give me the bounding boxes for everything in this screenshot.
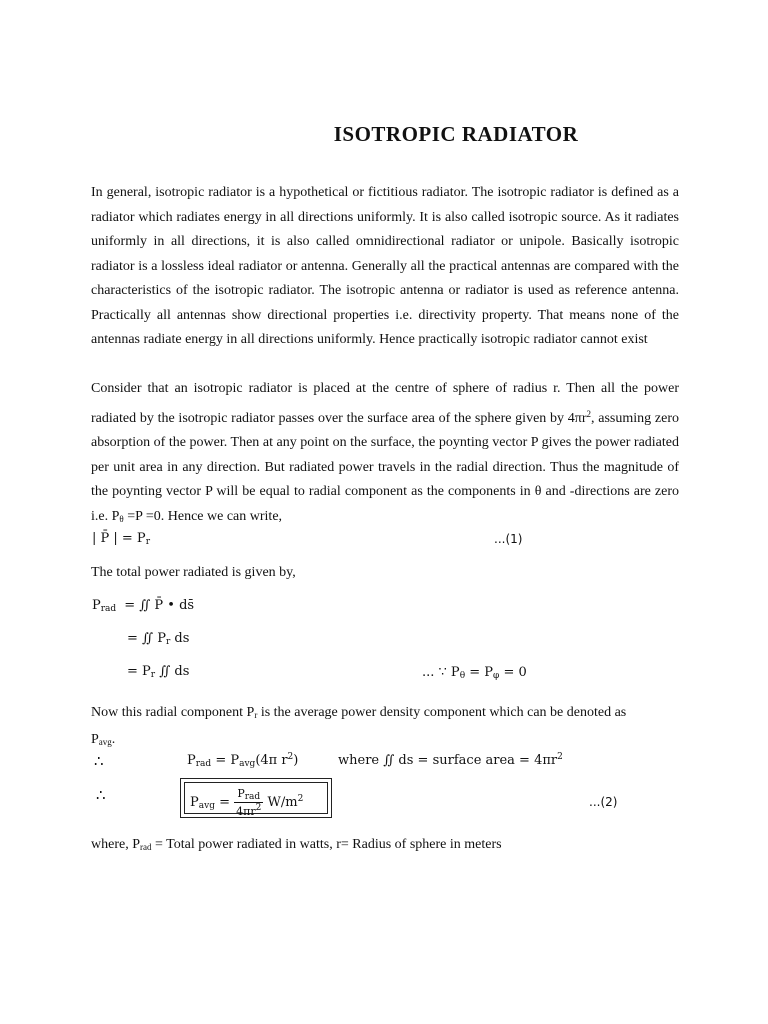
sphere-text-a: Consider that an isotropic radiator is placed at the centre of sphere of radius r. Then all the power radiated by the isotropic radiator passes over the surface area of the sphere given by 4πr [91, 381, 679, 426]
eq2-mid-sub: avg [239, 759, 256, 769]
sphere-paragraph [91, 377, 679, 531]
radial-text-a: Now this radial component P [91, 705, 255, 720]
eq1-sub: r [145, 537, 150, 547]
sphere-text-b: , assuming zero absorption of the power. Then at any point on the surface, the poynting vector P gives the power radiated per unit area in any direction. But radiated power travels in the radial direction. Thus the magnitude of the poynting vector P will be equal to radial component as the components in θ and -directions are zero i.e. P [91, 410, 679, 524]
note-a: ... ∵ P [422, 665, 460, 680]
prad-line2-text: = ∬ P [127, 631, 166, 646]
eq2-tail-sup: 2 [287, 752, 294, 762]
total-power-text: The total power radiated is given by, [91, 565, 296, 580]
radial-text-b: is the average power density component which can be denoted as [257, 705, 627, 720]
note-sub1: θ [459, 671, 466, 681]
eq3-unit-sup: 2 [297, 794, 304, 804]
prad-line-3-note [422, 665, 527, 681]
eq2-where: where ∬ ds = surface area = 4πr [338, 753, 558, 768]
footer-text-b: = Total power radiated in watts, r= Radius of sphere in meters [151, 837, 502, 852]
eq2-tail: (4π r [255, 753, 288, 768]
eq2-where-sup: 2 [557, 752, 563, 762]
equation-where-area [338, 752, 563, 768]
therefore-symbol-1: ∴ [94, 752, 104, 770]
therefore-symbol-2: ∴ [96, 786, 106, 804]
prad-line3-text: = P [127, 664, 151, 679]
sphere-text-c: =P =0. Hence we can write, [123, 508, 283, 524]
footer-definition [91, 837, 502, 853]
radial-sub: r [254, 710, 258, 720]
footer-text-a: where, P [91, 837, 140, 852]
eq3-eq: = [214, 795, 235, 810]
sphere-sup: 2 [586, 408, 592, 419]
eq1-lhs: | P̄ | = P [92, 531, 146, 546]
equation-1-number: ...(1) [494, 532, 523, 546]
intro-paragraph: In general, isotropic radiator is a hypothetical or fictitious radiator. The isotropic radiator is defined as a radiator which radiates energy in all directions uniformly. It is also called isotropic source. As it radiates uniformly in all directions, it is also called omnidirectional radiator or unipole. Basically isotropic radiator is a lossless ideal radiator or antenna. Generally all the practical antennas are compared with the characteristics of the isotropic radiator. The isotropic antenna or radiator is used as reference antenna. Practically all antennas show directional properties i.e. directivity property. That means none of the antennas radiate energy in all directions uniformly. Hence practically isotropic radiator cannot exist [91, 185, 679, 347]
prad-line2-tail: ds [170, 631, 190, 646]
eq2-lhs: P [187, 753, 196, 768]
equation-1 [92, 531, 150, 547]
page-title: ISOTROPIC RADIATOR [333, 122, 579, 146]
prad-lhs: P [92, 598, 101, 613]
eq3-lhs: P [190, 795, 199, 810]
eq3-unit: W/m [263, 795, 298, 810]
equation-pavg [190, 787, 303, 818]
eq3-lhs-sub: avg [198, 801, 215, 811]
prad-line-3 [127, 664, 189, 680]
eq2-mid: = P [211, 753, 240, 768]
note-mid: = P [465, 665, 494, 680]
radial-paragraph [91, 701, 679, 754]
eq3-fraction-den: $4\pi r^2$ [236, 803, 262, 818]
prad-line-2 [127, 631, 189, 647]
note-sub2: φ [493, 671, 500, 681]
sphere-sub: θ [119, 513, 124, 524]
eq3-fraction [234, 787, 263, 818]
prad-line3-sub: r [150, 670, 156, 680]
footer-sub: rad [140, 842, 152, 852]
prad-line3-tail: ∬ ds [155, 664, 190, 679]
equation-2-number: ...(2) [589, 795, 618, 809]
prad-lhs-sub: rad [100, 604, 117, 614]
radial-text-d: . [111, 731, 116, 747]
radial-c-sub: avg [98, 736, 112, 747]
equation-prad-avg [187, 752, 298, 769]
note-tail: = 0 [499, 665, 527, 680]
prad-line-1 [92, 598, 194, 614]
radial-text-c: P [91, 731, 99, 747]
eq2-lhs-sub: rad [195, 759, 212, 769]
eq3-fraction-num: $P_{rad}$ [234, 787, 263, 803]
eq2-tail-end: ) [293, 753, 299, 768]
prad-line2-sub: r [165, 637, 171, 647]
prad-rhs: = ∬ P̄ • ds̄ [124, 598, 195, 613]
